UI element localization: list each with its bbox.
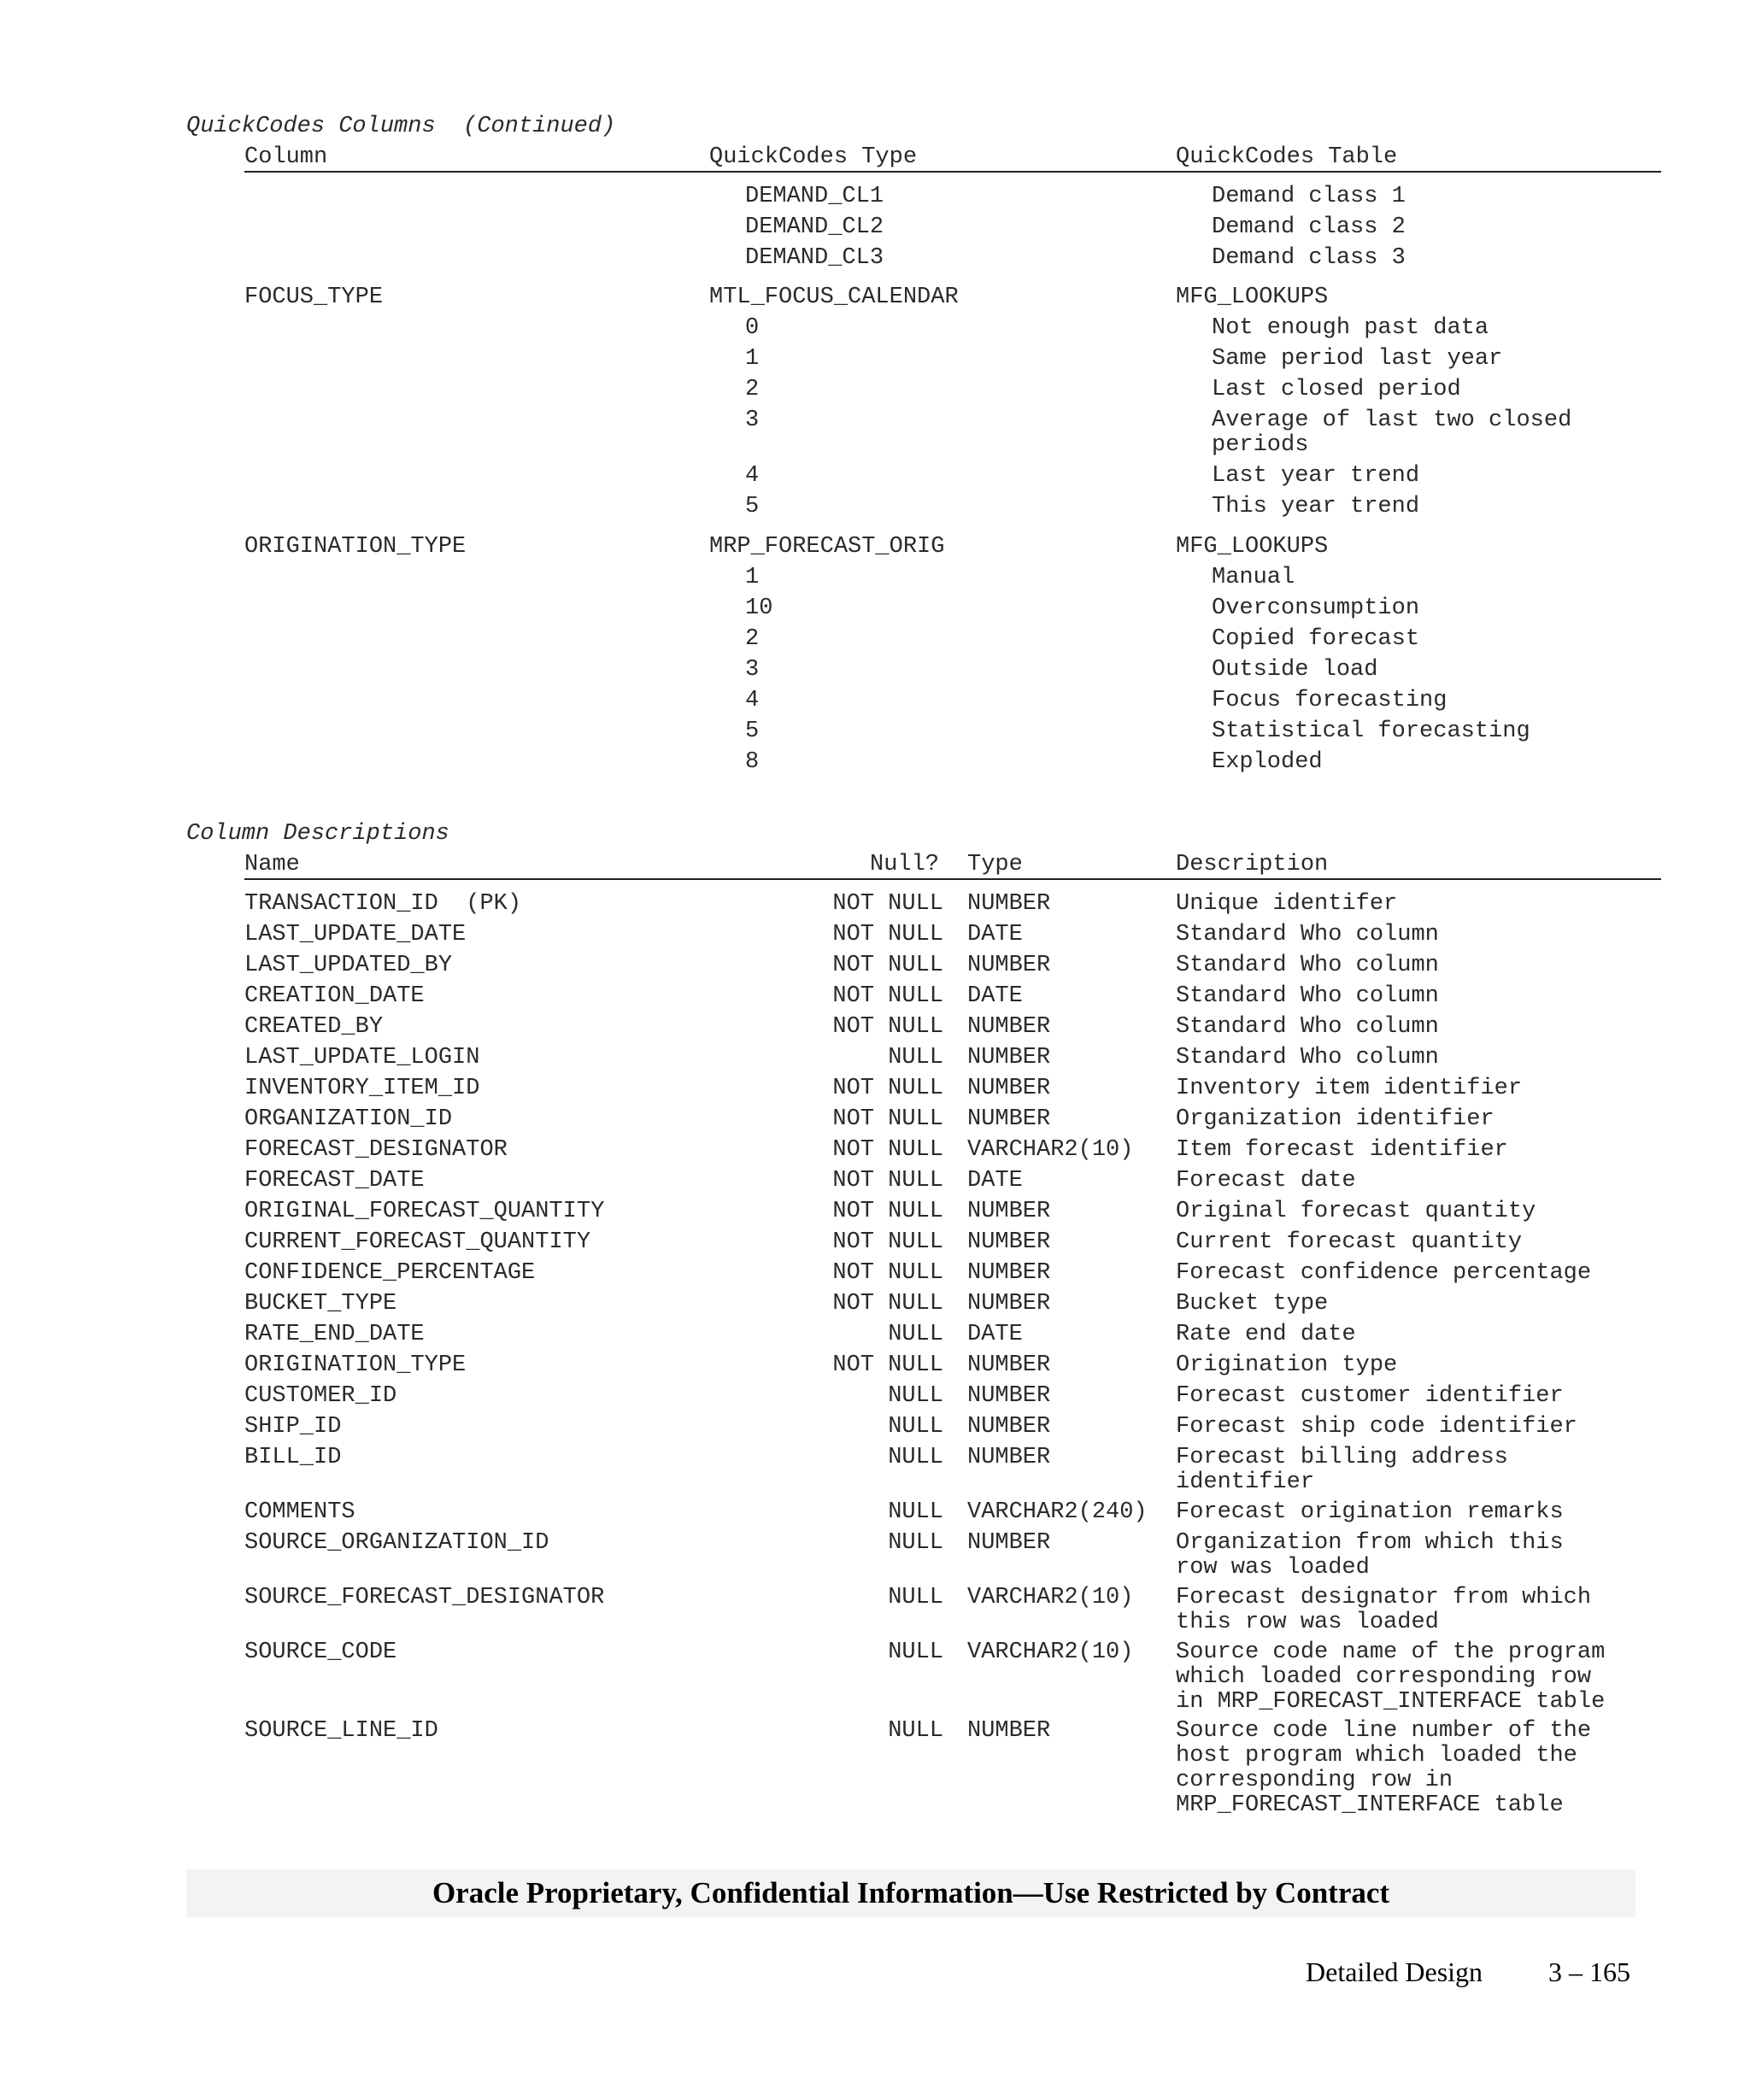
column-description: Forecast confidence percentage: [1176, 1260, 1592, 1286]
null-constraint: NULL: [888, 1383, 943, 1409]
data-type: DATE: [967, 922, 1023, 947]
qc-header-table: QuickCodes Table: [1176, 144, 1398, 170]
column-name: SOURCE_CODE: [244, 1640, 397, 1665]
column-description: Current forecast quantity: [1176, 1229, 1523, 1255]
null-constraint: NULL: [888, 1322, 943, 1347]
qc-code: 5: [745, 719, 760, 744]
data-type: NUMBER: [967, 1014, 1051, 1040]
table-row: [0, 1323, 1750, 1347]
null-constraint: NOT NULL: [832, 1014, 943, 1040]
column-description: Forecast ship code identifier: [1176, 1414, 1577, 1440]
qc-header-column: Column: [244, 144, 328, 170]
qc-meaning: Statistical forecasting: [1212, 719, 1530, 744]
column-description: Inventory item identifier: [1176, 1076, 1523, 1101]
table-row: [0, 892, 1750, 917]
column-name: CUSTOMER_ID: [244, 1383, 397, 1409]
column-name: SHIP_ID: [244, 1414, 342, 1440]
table-row: [0, 1107, 1750, 1132]
table-row: [0, 1718, 1750, 1818]
null-constraint: NOT NULL: [832, 1291, 943, 1317]
qc-code: 1: [745, 565, 760, 590]
data-type: VARCHAR2(10): [967, 1137, 1134, 1163]
data-type: NUMBER: [967, 953, 1051, 978]
qc-meaning: Demand class 3: [1212, 245, 1406, 271]
col-header-name: Name: [244, 852, 300, 877]
column-description: Source code name of the program which loaded corresponding row in MRP_FORECAST_INTERFACE table: [1176, 1640, 1606, 1715]
qc-meaning: Demand class 1: [1212, 184, 1406, 209]
qc-header-rule: [244, 171, 1661, 173]
column-name: INVENTORY_ITEM_ID: [244, 1076, 480, 1101]
qc-meaning: Last closed period: [1212, 377, 1461, 402]
confidential-notice: Oracle Proprietary, Confidential Information––Use Restricted by Contract: [432, 1876, 1390, 1909]
column-name: ORIGINAL_FORECAST_QUANTITY: [244, 1199, 605, 1224]
col-header-description: Description: [1176, 852, 1329, 877]
qc-code: 0: [745, 315, 760, 341]
qc-code: 8: [745, 749, 760, 775]
table-row: [0, 953, 1750, 978]
column-description: Forecast designator from which this row was loaded: [1176, 1585, 1592, 1635]
column-name: FORECAST_DATE: [244, 1168, 425, 1194]
qc-code: 3: [745, 657, 760, 683]
column-name: ORIGINATION_TYPE: [244, 1352, 467, 1378]
section-title: Detailed Design: [1306, 1956, 1483, 1987]
col-header-null: Null?: [870, 852, 940, 877]
column-description: Origination type: [1176, 1352, 1398, 1378]
quickcodes-heading: QuickCodes Columns (Continued): [186, 114, 616, 139]
column-name: FORECAST_DESIGNATOR: [244, 1137, 508, 1163]
qc-code: DEMAND_CL2: [745, 214, 884, 240]
table-row: [0, 1200, 1750, 1224]
column-name: ORGANIZATION_ID: [244, 1106, 453, 1132]
column-name: CONFIDENCE_PERCENTAGE: [244, 1260, 536, 1286]
null-constraint: NOT NULL: [832, 1260, 943, 1286]
data-type: NUMBER: [967, 1383, 1051, 1409]
qc-group-type: MTL_FOCUS_CALENDAR: [709, 284, 959, 310]
column-description: Item forecast identifier: [1176, 1137, 1508, 1163]
qc-code: 10: [745, 595, 773, 621]
null-constraint: NULL: [888, 1718, 943, 1744]
qc-meaning: This year trend: [1212, 494, 1420, 519]
data-type: NUMBER: [967, 1199, 1051, 1224]
null-constraint: NOT NULL: [832, 983, 943, 1009]
column-description: Rate end date: [1176, 1322, 1356, 1347]
data-type: DATE: [967, 1168, 1023, 1194]
table-row: [0, 1384, 1750, 1409]
qc-meaning: Focus forecasting: [1212, 688, 1448, 713]
table-row: [0, 1261, 1750, 1286]
null-constraint: NOT NULL: [832, 1106, 943, 1132]
column-description: Forecast customer identifier: [1176, 1383, 1564, 1409]
qc-meaning: Outside load: [1212, 657, 1378, 683]
qc-header-type: QuickCodes Type: [709, 144, 918, 170]
qc-meaning: Last year trend: [1212, 463, 1420, 489]
qc-code: DEMAND_CL3: [745, 245, 884, 271]
table-row: [0, 1585, 1750, 1635]
null-constraint: NOT NULL: [832, 922, 943, 947]
null-constraint: NULL: [888, 1585, 943, 1610]
data-type: NUMBER: [967, 1229, 1051, 1255]
table-row: [0, 1138, 1750, 1163]
qc-meaning: Demand class 2: [1212, 214, 1406, 240]
table-row: [0, 923, 1750, 947]
qc-code: 1: [745, 346, 760, 372]
table-row: [0, 1353, 1750, 1378]
qc-group-column: FOCUS_TYPE: [244, 284, 384, 310]
table-row: [0, 1530, 1750, 1581]
column-name: CREATION_DATE: [244, 983, 425, 1009]
qc-meaning: Same period last year: [1212, 346, 1503, 372]
column-description: Unique identifer: [1176, 891, 1398, 917]
column-name: BILL_ID: [244, 1445, 342, 1470]
qc-meaning: Copied forecast: [1212, 626, 1420, 652]
null-constraint: NOT NULL: [832, 1137, 943, 1163]
qc-meaning: Exploded: [1212, 749, 1323, 775]
col-header-type: Type: [967, 852, 1023, 877]
column-description: Forecast date: [1176, 1168, 1356, 1194]
qc-meaning: Manual: [1212, 565, 1295, 590]
page-number: 3 – 165: [1548, 1956, 1630, 1987]
column-name: RATE_END_DATE: [244, 1322, 425, 1347]
qc-group-table: MFG_LOOKUPS: [1176, 284, 1329, 310]
data-type: NUMBER: [967, 1530, 1051, 1556]
column-description: Standard Who column: [1176, 953, 1439, 978]
qc-code: 2: [745, 377, 760, 402]
data-type: DATE: [967, 983, 1023, 1009]
table-row: [0, 1230, 1750, 1255]
qc-code: DEMAND_CL1: [745, 184, 884, 209]
data-type: NUMBER: [967, 1718, 1051, 1744]
null-constraint: NOT NULL: [832, 1229, 943, 1255]
data-type: NUMBER: [967, 1045, 1051, 1071]
null-constraint: NULL: [888, 1499, 943, 1525]
data-type: VARCHAR2(240): [967, 1499, 1148, 1525]
qc-group-type: MRP_FORECAST_ORIG: [709, 534, 945, 560]
null-constraint: NOT NULL: [832, 891, 943, 917]
null-constraint: NULL: [888, 1530, 943, 1556]
qc-meaning: Overconsumption: [1212, 595, 1420, 621]
column-name: SOURCE_ORGANIZATION_ID: [244, 1530, 549, 1556]
table-row: [0, 1445, 1750, 1495]
null-constraint: NOT NULL: [832, 1076, 943, 1101]
column-name: LAST_UPDATE_LOGIN: [244, 1045, 480, 1071]
column-name: COMMENTS: [244, 1499, 355, 1525]
qc-meaning: Average of last two closed periods: [1212, 408, 1572, 458]
qc-group-column: ORIGINATION_TYPE: [244, 534, 467, 560]
qc-group-table: MFG_LOOKUPS: [1176, 534, 1329, 560]
column-name: TRANSACTION_ID (PK): [244, 891, 522, 917]
column-description: Bucket type: [1176, 1291, 1329, 1317]
data-type: VARCHAR2(10): [967, 1585, 1134, 1610]
col-header-rule: [244, 878, 1661, 880]
column-name: BUCKET_TYPE: [244, 1291, 397, 1317]
column-description: Organization from which this row was loaded: [1176, 1530, 1564, 1581]
data-type: NUMBER: [967, 1260, 1051, 1286]
column-description: Standard Who column: [1176, 1014, 1439, 1040]
column-description: Standard Who column: [1176, 1045, 1439, 1071]
data-type: NUMBER: [967, 1076, 1051, 1101]
null-constraint: NULL: [888, 1445, 943, 1470]
table-row: [0, 1292, 1750, 1317]
null-constraint: NULL: [888, 1414, 943, 1440]
data-type: DATE: [967, 1322, 1023, 1347]
qc-code: 2: [745, 626, 760, 652]
table-row: [0, 1015, 1750, 1040]
data-type: NUMBER: [967, 1291, 1051, 1317]
column-description: Source code line number of the host program which loaded the corresponding row in MRP_FORECAST_INTERFACE table: [1176, 1718, 1592, 1818]
column-name: LAST_UPDATED_BY: [244, 953, 453, 978]
column-description: Original forecast quantity: [1176, 1199, 1536, 1224]
table-row: [0, 984, 1750, 1009]
column-description: Standard Who column: [1176, 922, 1439, 947]
column-name: CREATED_BY: [244, 1014, 384, 1040]
column-description: Forecast origination remarks: [1176, 1499, 1564, 1525]
qc-code: 4: [745, 463, 760, 489]
table-row: [0, 1415, 1750, 1440]
data-type: NUMBER: [967, 1414, 1051, 1440]
table-row: [0, 1046, 1750, 1071]
column-name: CURRENT_FORECAST_QUANTITY: [244, 1229, 591, 1255]
qc-meaning: Not enough past data: [1212, 315, 1489, 341]
data-type: NUMBER: [967, 1352, 1051, 1378]
column-name: SOURCE_FORECAST_DESIGNATOR: [244, 1585, 605, 1610]
column-name: LAST_UPDATE_DATE: [244, 922, 467, 947]
null-constraint: NOT NULL: [832, 1199, 943, 1224]
null-constraint: NOT NULL: [832, 953, 943, 978]
qc-code: 3: [745, 408, 760, 433]
column-description: Forecast billing address identifier: [1176, 1445, 1508, 1495]
table-row: [0, 1169, 1750, 1194]
null-constraint: NULL: [888, 1640, 943, 1665]
columns-heading: Column Descriptions: [186, 821, 449, 847]
null-constraint: NOT NULL: [832, 1168, 943, 1194]
null-constraint: NOT NULL: [832, 1352, 943, 1378]
data-type: NUMBER: [967, 891, 1051, 917]
column-name: SOURCE_LINE_ID: [244, 1718, 438, 1744]
column-description: Organization identifier: [1176, 1106, 1495, 1132]
column-description: Standard Who column: [1176, 983, 1439, 1009]
data-type: VARCHAR2(10): [967, 1640, 1134, 1665]
data-type: NUMBER: [967, 1106, 1051, 1132]
table-row: [0, 1076, 1750, 1101]
null-constraint: NULL: [888, 1045, 943, 1071]
data-type: NUMBER: [967, 1445, 1051, 1470]
table-row: [0, 1500, 1750, 1525]
qc-code: 5: [745, 494, 760, 519]
qc-code: 4: [745, 688, 760, 713]
table-row: [0, 1640, 1750, 1715]
